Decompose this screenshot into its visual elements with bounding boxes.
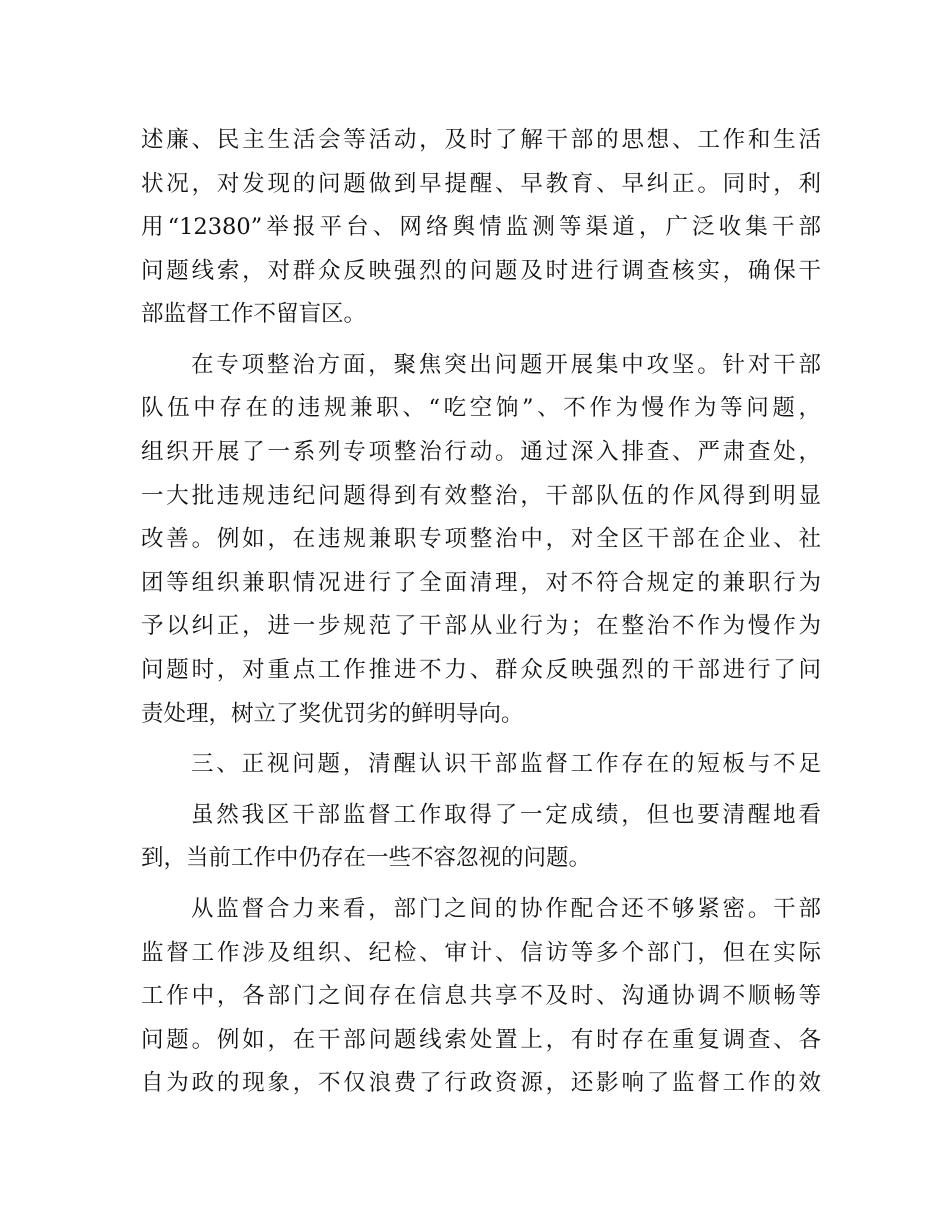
text-line: 责处理，树立了奖优罚劣的鲜明导向。	[141, 701, 524, 727]
text-line: 监督工作涉及组织、纪检、审计、信访等多个部门，但在实际	[141, 940, 821, 966]
text-line: 到，当前工作中仍存在一些不容忽视的问题。	[141, 845, 592, 871]
paragraph-first-line: 从监督合力来看，部门之间的协作配合还不够紧密。干部	[191, 896, 821, 922]
text-line: 工作中，各部门之间存在信息共享不及时、沟通协调不顺畅等	[141, 983, 821, 1009]
text-line: 一大批违规违纪问题得到有效整治，干部队伍的作风得到明显	[141, 483, 821, 509]
section-heading: 三、正视问题，清醒认识干部监督工作存在的短板与不足	[191, 751, 821, 777]
text-line: 改善。例如，在违规兼职专项整治中，对全区干部在企业、社	[141, 526, 821, 552]
text-line: 自为政的现象，不仅浪费了行政资源，还影响了监督工作的效	[141, 1070, 821, 1096]
text-line: 团等组织兼职情况进行了全面清理，对不符合规定的兼职行为	[141, 570, 821, 596]
text-line: 问题线索，对群众反映强烈的问题及时进行调查核实，确保干	[141, 258, 821, 284]
paragraph-first-line: 虽然我区干部监督工作取得了一定成绩，但也要清醒地看	[191, 802, 821, 828]
text-line: 问题。例如，在干部问题线索处置上，有时存在重复调查、各	[141, 1027, 821, 1053]
paragraph-first-line: 在专项整治方面，聚焦突出问题开展集中攻坚。针对干部	[191, 352, 821, 378]
text-line: 部监督工作不留盲区。	[141, 301, 367, 327]
text-line: 状况，对发现的问题做到早提醒、早教育、早纠正。同时，利	[141, 171, 821, 197]
text-line: 述廉、民主生活会等活动，及时了解干部的思想、工作和生活	[141, 127, 821, 153]
text-line: 队伍中存在的违规兼职、“吃空饷”、不作为慢作为等问题，	[141, 395, 821, 421]
text-line: 用“12380”举报平台、网络舆情监测等渠道，广泛收集干部	[141, 214, 821, 240]
text-line: 问题时，对重点工作推进不力、群众反映强烈的干部进行了问	[141, 657, 821, 683]
text-line: 予以纠正，进一步规范了干部从业行为；在整治不作为慢作为	[141, 613, 821, 639]
text-line: 组织开展了一系列专项整治行动。通过深入排查、严肃查处，	[141, 439, 821, 465]
